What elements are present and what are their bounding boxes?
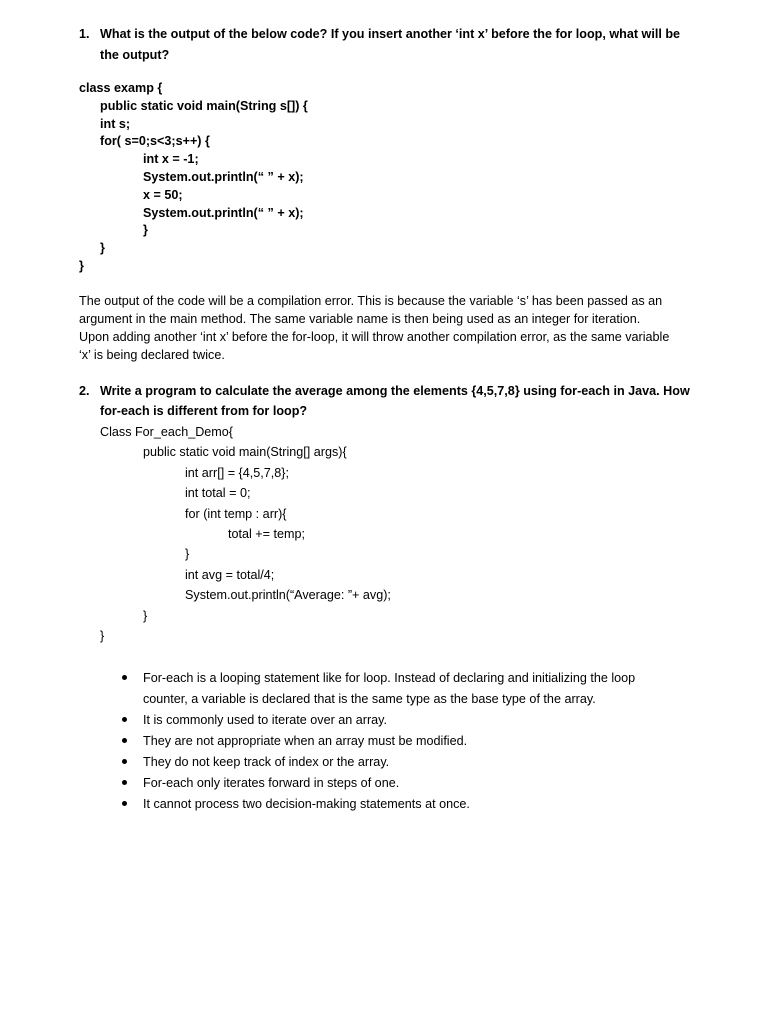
- question-2-number: 2.: [79, 384, 90, 398]
- q2-bullet-text: They are not appropriate when an array must be modified.: [143, 734, 468, 748]
- q2-code-line: total += temp;: [228, 527, 306, 541]
- q2-code-line: }: [100, 629, 105, 643]
- bullet-icon: [122, 780, 127, 785]
- q1-code-line: x = 50;: [143, 188, 183, 202]
- question-2-text-line-2: for-each is different from for loop?: [100, 404, 308, 418]
- q2-code-line: }: [143, 609, 148, 623]
- q1-code-line: int x = -1;: [143, 152, 199, 166]
- q1-code-line: public static void main(String s[]) {: [100, 99, 308, 113]
- question-1-number: 1.: [79, 27, 90, 41]
- q2-code-line: int arr[] = {4,5,7,8};: [185, 466, 289, 480]
- question-1-text-line-1: What is the output of the below code? If you insert another ‘int x’ before the for loop, what will be: [100, 27, 681, 41]
- q1-answer-line: The output of the code will be a compilation error. This is because the variable ‘s’ has been passed as an: [79, 294, 663, 308]
- question-2-text-line-1: Write a program to calculate the average among the elements {4,5,7,8} using for-each in Java. How: [100, 384, 690, 398]
- q2-code-line: Class For_each_Demo{: [100, 425, 233, 439]
- q2-code-line: int avg = total/4;: [185, 568, 275, 582]
- q2-code-line: }: [185, 547, 190, 561]
- q1-code-line: }: [100, 241, 105, 255]
- q2-code-line: for (int temp : arr){: [185, 507, 287, 521]
- q1-answer-line: ‘x’ is being declared twice.: [79, 348, 225, 362]
- q1-code-line: System.out.println(“ ” + x);: [143, 170, 304, 184]
- bullet-icon: [122, 717, 127, 722]
- bullet-icon: [122, 738, 127, 743]
- question-1-text-line-2: the output?: [100, 48, 170, 62]
- bullet-icon: [122, 759, 127, 764]
- q1-code-line: class examp {: [79, 81, 163, 95]
- q1-code-line: int s;: [100, 117, 131, 131]
- q2-bullet-text: counter, a variable is declared that is the same type as the base type of the array.: [143, 692, 596, 706]
- q2-bullet-text: It is commonly used to iterate over an array.: [143, 713, 388, 727]
- q2-bullet-text: For-each only iterates forward in steps of one.: [143, 776, 400, 790]
- bullet-icon: [122, 675, 127, 680]
- q2-bullet-text: They do not keep track of index or the array.: [143, 755, 390, 769]
- bullet-icon: [122, 801, 127, 806]
- q2-code-line: public static void main(String[] args){: [143, 445, 347, 459]
- q1-code-line: for( s=0;s<3;s++) {: [100, 134, 210, 148]
- q1-code-line: }: [79, 259, 84, 273]
- q1-code-line: System.out.println(“ ” + x);: [143, 206, 304, 220]
- q1-answer-line: argument in the main method. The same variable name is then being used as an integer for iteration.: [79, 312, 641, 326]
- q2-bullet-text: For-each is a looping statement like for loop. Instead of declaring and initializing the loop: [143, 671, 636, 685]
- q1-answer-line: Upon adding another ‘int x’ before the for-loop, it will throw another compilation error, as the same variable: [79, 330, 670, 344]
- q2-code-line: int total = 0;: [185, 486, 251, 500]
- q1-code-line: }: [143, 223, 148, 237]
- q2-bullet-text: It cannot process two decision-making statements at once.: [143, 797, 470, 811]
- q2-code-line: System.out.println(“Average: ”+ avg);: [185, 588, 391, 602]
